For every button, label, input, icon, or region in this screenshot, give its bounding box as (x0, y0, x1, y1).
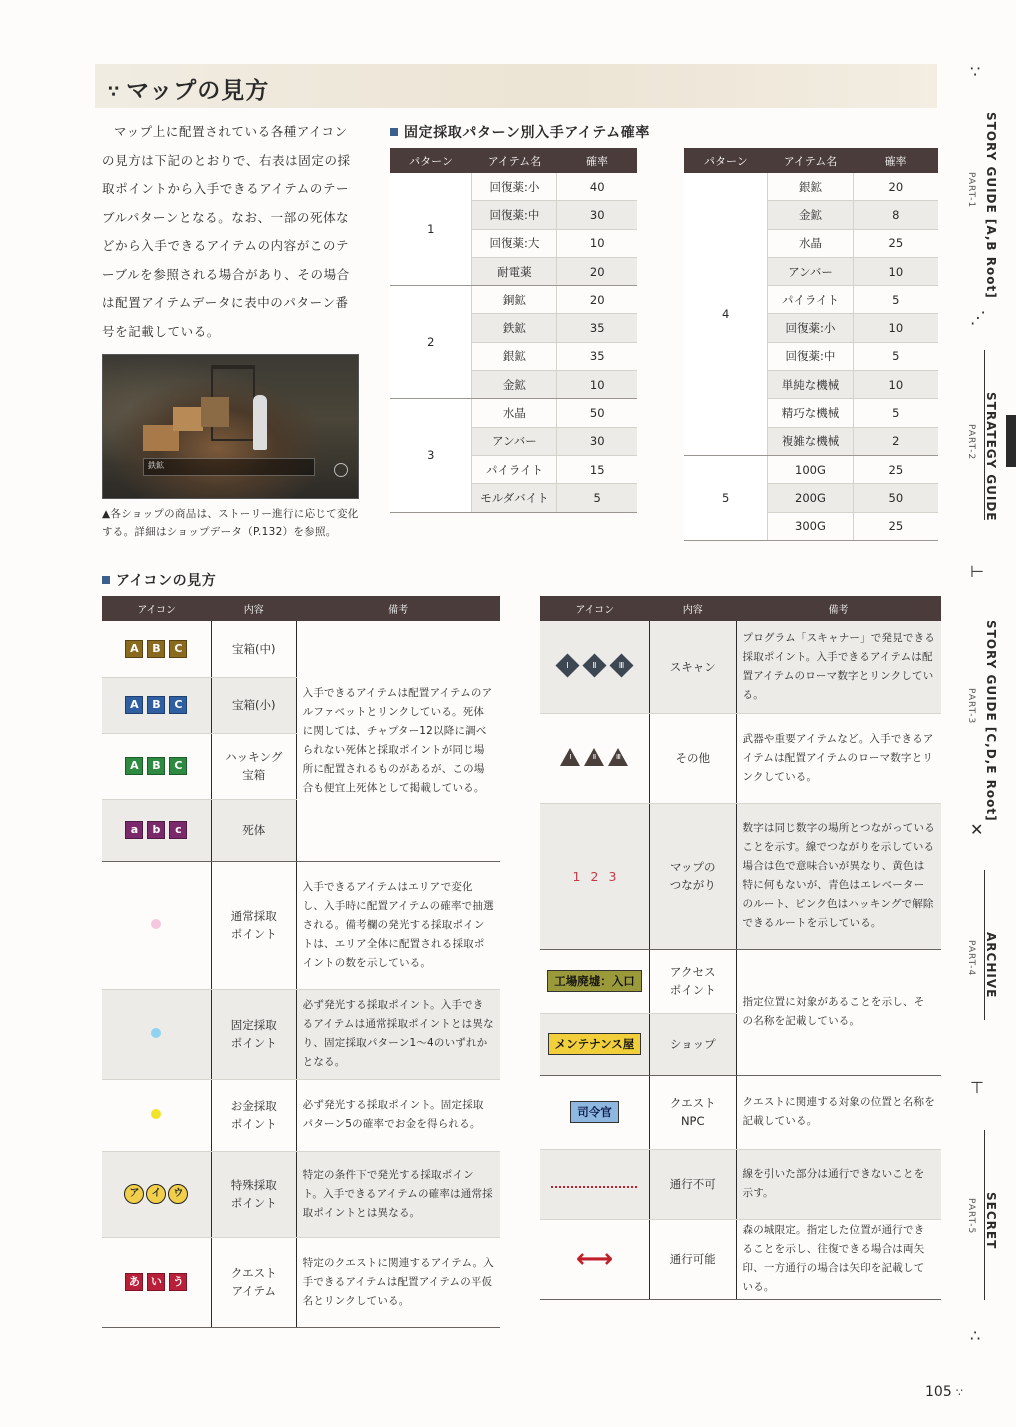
item-name: 複雑な機械 (768, 427, 853, 455)
branch-icon: ⋰ (970, 308, 986, 327)
table-row: 1 2 3 マップの つながり 数字は同じ数字の場所とつながっていることを示す。線でつながりを示している場合は色で意味合いが異なり、黄色は特に何もないが、青色はエレベーターのルート、ピンク色はハッキングで解除できるルートを示している。 (540, 803, 941, 949)
table-row (390, 286, 637, 314)
impassable-line-icon (540, 1149, 649, 1219)
table-row: A B C 宝箱(中) 入手できるアイテムは配置アイテムのアルファベットとリンクしている。死体に関しては、チャプター12以降に調べられない死体と採取ポイントが同じ場所に配置されるものがあるが、この場合も便宜上死体として掲載している。 (102, 621, 500, 677)
corpse-icon: a b c (102, 799, 211, 861)
dots-icon: ∵ (970, 62, 981, 81)
item-name: 回復薬:小 (472, 173, 557, 201)
photo-caption: ▲各ショップの商品は、ストーリー進行に応じて変化する。詳細はショップデータ（P.132）を参照。 (102, 508, 359, 538)
item-name: 銀鉱 (768, 173, 853, 201)
item-name: モルダバイト (472, 484, 557, 512)
other-item-icon: Ⅰ Ⅱ Ⅲ (540, 713, 649, 803)
table-row: 通行不可 線を引いた部分は通行できないことを示す。 (540, 1149, 941, 1219)
quest-npc-label: 司令官 (540, 1075, 649, 1149)
item-name: 水晶 (472, 399, 557, 427)
chest-small-icon: A B C (102, 677, 211, 733)
table-row: 通常採取 ポイント 入手できるアイテムはエリアで変化し、入手時に配置アイテムの確率で抽選される。備考欄の発光する採取ポイントは、エリア全体に配置される採取ポイントの数を示している。 (102, 861, 500, 989)
chest-medium-icon: A B C (102, 621, 211, 677)
table-row: Ⅰ Ⅱ Ⅲ スキャン プログラム「スキャナー」で発見できる採取ポイント。入手できるアイテムは配置アイテムのローマ数字とリンクしている。 (540, 621, 941, 713)
icon-table-left: アイコン 内容 備考 A B C 宝箱(中) 入手できるアイテムは配置アイテムのアルファベットとリンクしている。死体に関しては、チャプター12以降に調べられない死体と採取ポイントが同じ場所に配置されるものがあるが、この場合も便宜上死体として掲載している。 A B C 宝箱(小) A B C ハッキング 宝箱 a b c 死体 通常採取 ポイント 入手できるアイテムはエリアで変化し、入手時に配置アイテムの確率で抽選される。備考欄の発光する採取ポイントは、エリア全体に配置される採取ポイントの数を示している。 固定採取 ポイント 必ず発光する採取ポイント。入手できるアイテムは通常採取ポイントとは異なり、固定採取パターン1〜4のいずれかとなる。 お金採取 ポイント 必ず発光する採取ポイント。固定採取パターン5の確率でお金を得られる。 ア イ ウ 特殊採取 ポイント 特定の条件下で発光する採取ポイント。入手できるアイテムの確率は通常採取ポイントとは異なる。 あ い う クエスト アイテム 特定のクエストに関連するアイテム。入手できるアイテムは配置アイテムの平仮名とリンクしている。 (102, 596, 500, 1328)
pattern-heading: 固定採取パターン別入手アイテム確率 (390, 122, 650, 142)
item-rate: 5 (853, 342, 938, 370)
page-dots-icon: ∵ (956, 1386, 963, 1399)
pattern-table-right: パターン アイテム名 確率 4 銀鉱 20 金鉱 8 水晶 25 アンバー 10 パイライト 5 回復薬:小 10 回復薬:中 5 単純な機械 10 精巧な機械 5 複雑な機械 2 5 100G 25 200G 50 300G 25 (684, 148, 938, 541)
pattern-number: 1 (390, 173, 472, 286)
item-name: 200G (768, 484, 853, 512)
item-name: パイライト (472, 455, 557, 483)
table-row: 固定採取 ポイント 必ず発光する採取ポイント。入手できるアイテムは通常採取ポイントとは異なり、固定採取パターン1〜4のいずれかとなる。 (102, 989, 500, 1079)
item-rate: 20 (853, 173, 938, 201)
item-name: 銅鉱 (472, 286, 557, 314)
pattern-table-left: パターン アイテム名 確率 1 回復薬:小 40 回復薬:中 30 回復薬:大 10 耐電薬 20 2 銅鉱 20 鉄鉱 35 銀鉱 35 金鉱 10 3 水晶 50 アンバー 30 パイライト 15 モルダバイト 5 (390, 148, 637, 513)
table-row: あ い う クエスト アイテム 特定のクエストに関連するアイテム。入手できるアイテムは配置アイテムの平仮名とリンクしている。 (102, 1237, 500, 1327)
table-row: A B C ハッキング 宝箱 (102, 733, 500, 799)
table-row (390, 399, 637, 427)
chapter-sidebar: ∵ STORY GUIDE [A,B Root] PART-1 ⋰ STRATEGY GUIDE PART-2 ⊢ STORY GUIDE [C,D,E Root] PART-3 ✕ ARCHIVE PART-4 ⊤ SECRET PART-5 ∴ (966, 62, 998, 1345)
junction-icon: ⊢ (970, 562, 984, 581)
square-bullet-icon (102, 576, 110, 584)
pattern-number: 2 (390, 286, 472, 399)
dots-icon: ∴ (970, 1326, 981, 1345)
item-name: パイライト (768, 286, 853, 314)
item-name: 金鉱 (768, 201, 853, 229)
item-rate: 10 (557, 371, 637, 399)
icon-heading: アイコンの見方 (102, 570, 216, 590)
table-row: ⟷ 通行可能 森の城限定。指定した位置が通行できることを示し、往復できる場合は両矢印、一方通行の場合は矢印を記載している。 (540, 1219, 941, 1299)
item-rate: 10 (853, 371, 938, 399)
fixed-gather-point-icon (102, 989, 211, 1079)
icon-table-right: アイコン 内容 備考 Ⅰ Ⅱ Ⅲ スキャン プログラム「スキャナー」で発見できる採取ポイント。入手できるアイテムは配置アイテムのローマ数字とリンクしている。 Ⅰ Ⅱ Ⅲ その他 武器や重要アイテムなど。入手できるアイテムは配置アイテムのローマ数字とリンクしている。 1 2 3 マップの つながり 数字は同じ数字の場所とつながっていることを示す。線でつながりを示している場合は色で意味合いが異なり、黄色は特に何もないが、青色はエレベーターのルート、ピンク色はハッキングで解除できるルートを示している。 工場廃墟：入口 アクセス ポイント 指定位置に対象があることを示し、その名称を記載している。 メンテナンス屋 ショップ 司令官 クエスト NPC クエストに関連する対象の位置と名称を記載している。 通行不可 線を引いた部分は通行できないことを示す。 ⟷ 通行可能 森の城限定。指定した位置が通行できることを示し、往復できる場合は両矢印、一方通行の場合は矢印を記載している。 (540, 596, 941, 1300)
item-name: 回復薬:中 (472, 201, 557, 229)
item-rate: 50 (557, 399, 637, 427)
item-name: 金鉱 (472, 371, 557, 399)
table-row (390, 173, 637, 201)
pattern-number: 3 (390, 399, 472, 512)
item-rate: 5 (853, 399, 938, 427)
double-arrow-icon: ⟷ (540, 1219, 649, 1299)
item-name: 回復薬:小 (768, 314, 853, 342)
table-row: メンテナンス屋 ショップ (540, 1013, 941, 1075)
item-name: 水晶 (768, 229, 853, 257)
item-rate: 35 (557, 342, 637, 370)
game-screenshot (102, 354, 359, 499)
title-dots-icon: ∵ (108, 82, 121, 101)
item-rate: 8 (853, 201, 938, 229)
hacking-chest-icon: A B C (102, 733, 211, 799)
current-section-tab (1006, 415, 1016, 467)
item-rate: 25 (853, 512, 938, 540)
square-bullet-icon (390, 128, 398, 136)
table-row: a b c 死体 (102, 799, 500, 861)
cross-icon: ✕ (970, 820, 984, 839)
map-link-icon: 1 2 3 (540, 803, 649, 949)
item-name: アンバー (768, 257, 853, 285)
item-rate: 35 (557, 314, 637, 342)
item-rate: 20 (557, 286, 637, 314)
item-name: 銀鉱 (472, 342, 557, 370)
item-rate: 10 (557, 229, 637, 257)
table-row: 工場廃墟：入口 アクセス ポイント 指定位置に対象があることを示し、その名称を記載している。 (540, 949, 941, 1013)
table-row (684, 455, 938, 483)
android-figure (253, 395, 267, 450)
item-rate: 50 (853, 484, 938, 512)
table-row: A B C 宝箱(小) (102, 677, 500, 733)
item-name: アンバー (472, 427, 557, 455)
page-number: 105 (925, 1384, 952, 1400)
item-rate: 25 (853, 455, 938, 483)
table-row: ア イ ウ 特殊採取 ポイント 特定の条件下で発光する採取ポイント。入手できるアイテムの確率は通常採取ポイントとは異なる。 (102, 1151, 500, 1237)
item-rate: 30 (557, 427, 637, 455)
item-rate: 20 (557, 257, 637, 285)
table-row (684, 173, 938, 201)
quest-item-icon: あ い う (102, 1237, 211, 1327)
page-title: ∵ マップの見方 (108, 78, 270, 104)
item-name: 耐電薬 (472, 257, 557, 285)
table-row: お金採取 ポイント 必ず発光する採取ポイント。固定採取パターン5の確率でお金を得られる。 (102, 1079, 500, 1151)
scan-icon: Ⅰ Ⅱ Ⅲ (540, 621, 649, 713)
special-gather-point-icon: ア イ ウ (102, 1151, 211, 1237)
table-row: 司令官 クエスト NPC クエストに関連する対象の位置と名称を記載している。 (540, 1075, 941, 1149)
item-name: 100G (768, 455, 853, 483)
item-rate: 5 (853, 286, 938, 314)
bracket-icon: ⊤ (970, 1078, 984, 1097)
item-name: 単純な機械 (768, 371, 853, 399)
access-point-label: 工場廃墟：入口 (540, 949, 649, 1013)
chest-note: 入手できるアイテムは配置アイテムのアルファベットとリンクしている。死体に関しては、チャプター12以降に調べられない死体と採取ポイントが同じ場所に配置されるものがあるが、この場合も便宜上死体として掲載している。 (296, 621, 500, 861)
money-gather-point-icon (102, 1079, 211, 1151)
item-name: 鉄鉱 (472, 314, 557, 342)
item-name: 回復薬:中 (768, 342, 853, 370)
pattern-number: 4 (684, 173, 768, 455)
shop-label: メンテナンス屋 (540, 1013, 649, 1075)
intro-text: マップ上に配置されている各種アイコンの見方は下記のとおりで、右表は固定の採取ポイントから入手できるアイテムのテーブルパターンとなる。なお、一部の死体などから入手できるアイテムの内容がこのテーブルを参照される場合があり、その場合は配置アイテムデータに表中のパターン番号を記載している。 (102, 124, 351, 339)
screenshot-ui-bar: 鉄鉱 (143, 458, 315, 476)
item-name: 300G (768, 512, 853, 540)
item-rate: 2 (853, 427, 938, 455)
item-name: 回復薬:大 (472, 229, 557, 257)
item-rate: 30 (557, 201, 637, 229)
item-rate: 10 (853, 314, 938, 342)
item-rate: 15 (557, 455, 637, 483)
pattern-number: 5 (684, 455, 768, 540)
item-name: 精巧な機械 (768, 399, 853, 427)
item-rate: 10 (853, 257, 938, 285)
screenshot-ui-icon (334, 463, 348, 477)
item-rate: 40 (557, 173, 637, 201)
item-rate: 25 (853, 229, 938, 257)
table-row: Ⅰ Ⅱ Ⅲ その他 武器や重要アイテムなど。入手できるアイテムは配置アイテムのローマ数字とリンクしている。 (540, 713, 941, 803)
item-rate: 5 (557, 484, 637, 512)
normal-gather-point-icon (102, 861, 211, 989)
